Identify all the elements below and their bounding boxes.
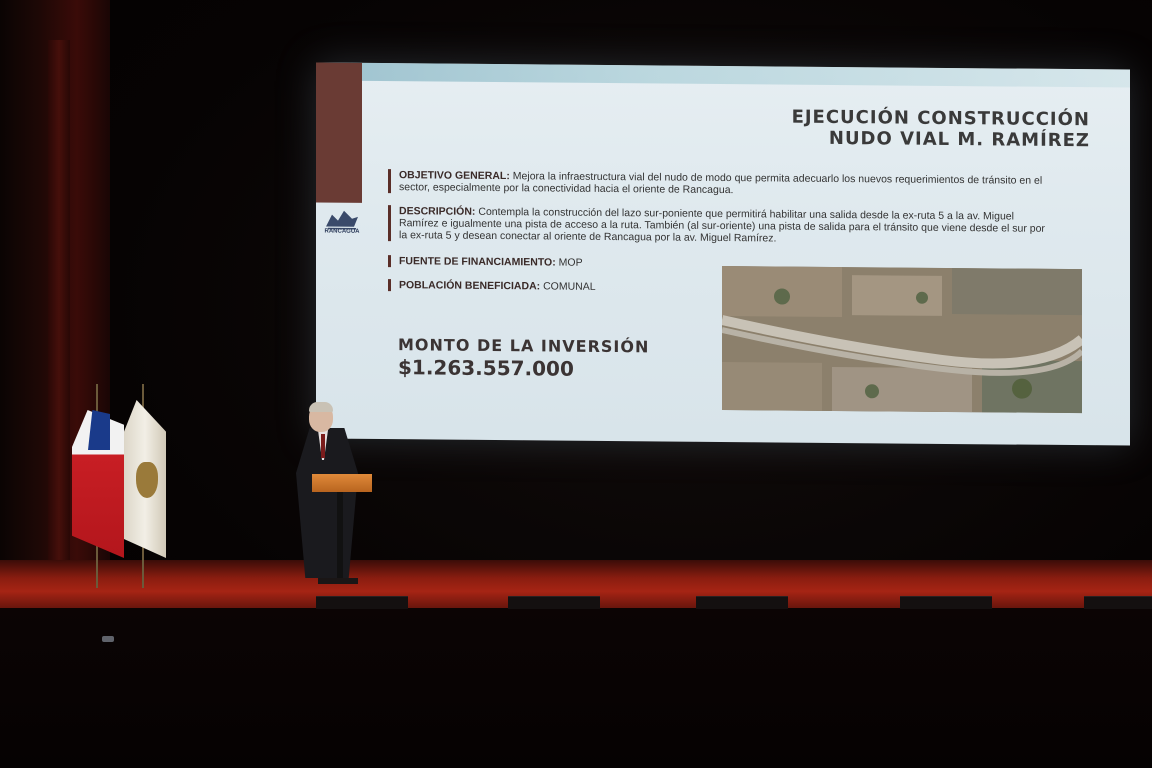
curtain-fold — [48, 40, 70, 590]
slide-accent-bar — [316, 62, 362, 202]
projection-screen — [316, 62, 1130, 445]
audience-light — [102, 636, 114, 642]
podium-stand — [337, 492, 343, 580]
objetivo-item — [388, 169, 1049, 199]
slide-title — [792, 107, 1090, 152]
slide-title-line1: EJECUCIÓN CONSTRUCCIÓN — [791, 106, 1090, 131]
speaker — [296, 428, 358, 578]
poblacion-item — [388, 279, 699, 294]
stage-footlight — [900, 596, 992, 609]
slide-title-line2: NUDO VIAL M. RAMÍREZ — [828, 127, 1090, 152]
objetivo-text: Mejora la infraestructura vial del nudo de modo que permita adecuarlo los nuevos requerimientos de tránsito en el sector, especialmente por la conectividad hacia el oriente de Rancagua. — [399, 170, 1043, 197]
stage-footlight — [508, 596, 600, 609]
aerial-photo — [722, 266, 1082, 413]
fuente-value: MOP — [558, 256, 583, 269]
stage-front — [0, 608, 1152, 768]
podium-base — [318, 578, 358, 584]
poblacion-value: COMUNAL — [543, 280, 596, 293]
poblacion-label: POBLACIÓN BENEFICIADA: — [399, 279, 541, 293]
descripcion-label: DESCRIPCIÓN: — [399, 205, 476, 218]
stage-footlight — [696, 596, 788, 609]
stage-footlight — [316, 596, 408, 609]
podium — [312, 474, 372, 492]
monto-value: $1.263.557.000 — [398, 355, 574, 381]
fuente-item — [388, 255, 699, 270]
city-crest-icon — [136, 462, 158, 498]
speaker-hair — [309, 402, 333, 412]
slide-top-band — [316, 62, 1130, 87]
speaker-tie — [321, 434, 325, 458]
objetivo-label: OBJETIVO GENERAL: — [399, 169, 510, 183]
stage-footlight — [1084, 596, 1152, 609]
logo-text: RANCAGUA — [324, 228, 360, 235]
fuente-label: FUENTE DE FINANCIAMIENTO: — [399, 255, 556, 269]
descripcion-item — [388, 205, 1049, 247]
monto-label: MONTO DE LA INVERSIÓN — [398, 335, 650, 357]
descripcion-text: Contempla la construcción del lazo sur-poniente que permitirá habilitar una salida desde la ex-ruta 5 a la av. Miguel Ramírez e igualmente una pista de acceso a la ruta. También (al sur-oriente) una pista de salida para el tránsito que viene desde el sur por la ex-ruta 5 y desean conectar al oriente de Rancagua por la av. Miguel Ramírez. — [399, 205, 1045, 245]
